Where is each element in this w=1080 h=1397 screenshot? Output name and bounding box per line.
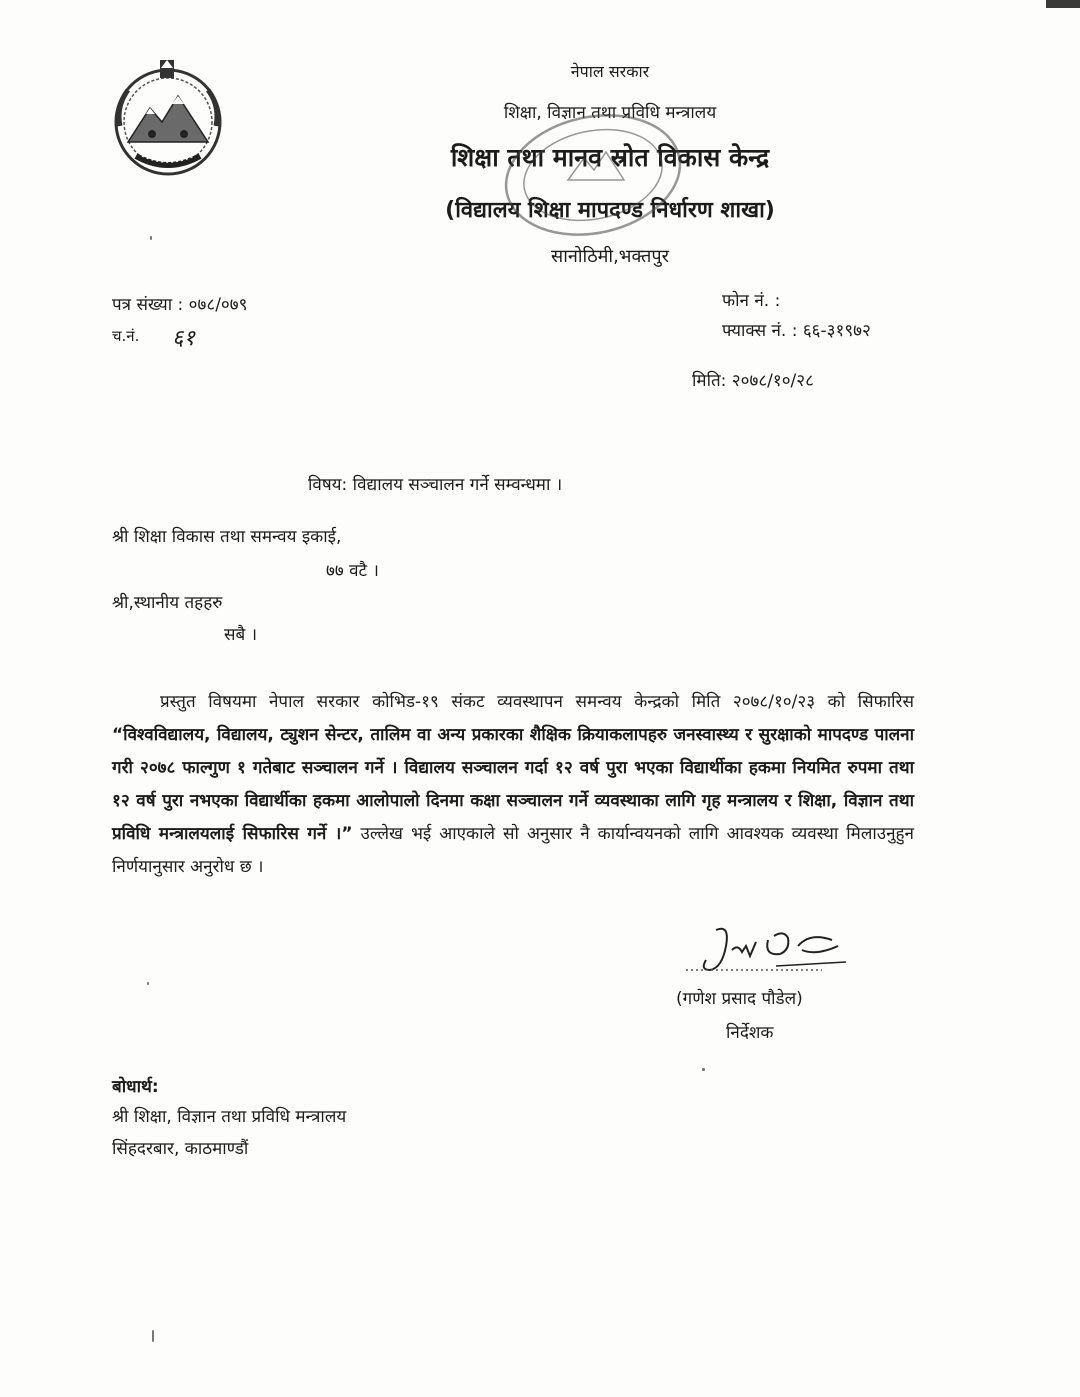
addressee-local-levels-scope: सबै । [224, 625, 258, 645]
scan-speck [147, 982, 149, 985]
addressee-education-units: श्री शिक्षा विकास तथा समन्वय इकाई, [112, 527, 342, 547]
letter-subject: विषय: विद्यालय सञ्चालन गर्ने सम्वन्धमा । [308, 475, 563, 495]
office-seal-stamp-icon [498, 110, 688, 240]
scan-speck [152, 1330, 154, 1342]
body-outro: उल्लेख भई आएकाले सो अनुसार नै कार्यान्वयनको लागि आवश्यक व्यवस्था मिलाउनुहुन निर्णयानुसार अनुरोध छ । [112, 824, 914, 877]
branch-heading: (विद्यालय शिक्षा मापदण्ड निर्धारण शाखा) [445, 198, 775, 223]
cc-recipient-address: सिंहदरबार, काठमाण्डौं [112, 1139, 249, 1159]
dispatch-number-label: च.नं. [112, 327, 140, 345]
office-location: सानोठिमी,भक्तपुर [551, 246, 669, 267]
director-signature-icon [676, 916, 856, 996]
letter-date: मिति: २०७८/१०/२८ [692, 371, 814, 391]
dispatch-number-handwritten: ६१ [172, 326, 195, 351]
government-heading: नेपाल सरकार [570, 62, 650, 81]
body-quoted-recommendation: “विश्वविद्यालय, विद्यालय, ट्युशन सेन्टर, तालिम वा अन्य प्रकारका शैक्षिक क्रियाकलापहरु जनस्वास्थ्य र सुरक्षाको मापदण्ड पालना गरी २०७८ फाल्गुण १ गतेबाट सञ्चालन गर्ने । विद्यालय सञ्चालन गर्दा १२ वर्ष पुरा भएका विद्यार्थीका हकमा नियमित रुपमा तथा १२ वर्ष पुरा नभएका विद्यार्थीका हकमा आलोपालो दिनमा कक्षा सञ्चालन गर्ने व्यवस्थाका लागि गृह मन्त्रालय र शिक्षा, विज्ञान तथा प्रविधि मन्त्रालयलाई सिफारिस गर्ने ।” [112, 725, 914, 844]
reference-number: पत्र संख्या : ०७८/०७९ [112, 295, 248, 315]
scan-speck [150, 236, 152, 240]
body-intro: प्रस्तुत विषयमा नेपाल सरकार कोभिड-१९ संकट व्यवस्थापन समन्वय केन्द्रको मिति २०७८/१०/२३ को सिफारिस [160, 692, 914, 712]
ministry-heading: शिक्षा, विज्ञान तथा प्रविधि मन्त्रालय [503, 103, 717, 123]
addressee-education-units-count: ७७ वटै । [326, 561, 379, 581]
scan-edge-mark [1046, 0, 1080, 8]
nepal-government-emblem-icon [106, 56, 230, 180]
signatory-name: (गणेश प्रसाद पौडेल) [676, 989, 803, 1009]
phone-number: फोन नं. : [722, 291, 781, 311]
signatory-title: निर्देशक [726, 1023, 774, 1043]
centre-heading: शिक्षा तथा मानव स्रोत विकास केन्द्र [450, 143, 770, 172]
scan-speck [702, 1068, 705, 1071]
cc-label: बोधार्थ: [112, 1077, 159, 1097]
addressee-local-levels: श्री,स्थानीय तहहरु [112, 593, 223, 613]
fax-number: फ्याक्स नं. : ६६-३१९७२ [722, 321, 871, 341]
letter-body [112, 686, 914, 884]
cc-recipient: श्री शिक्षा, विज्ञान तथा प्रविधि मन्त्रालय [112, 1107, 347, 1127]
